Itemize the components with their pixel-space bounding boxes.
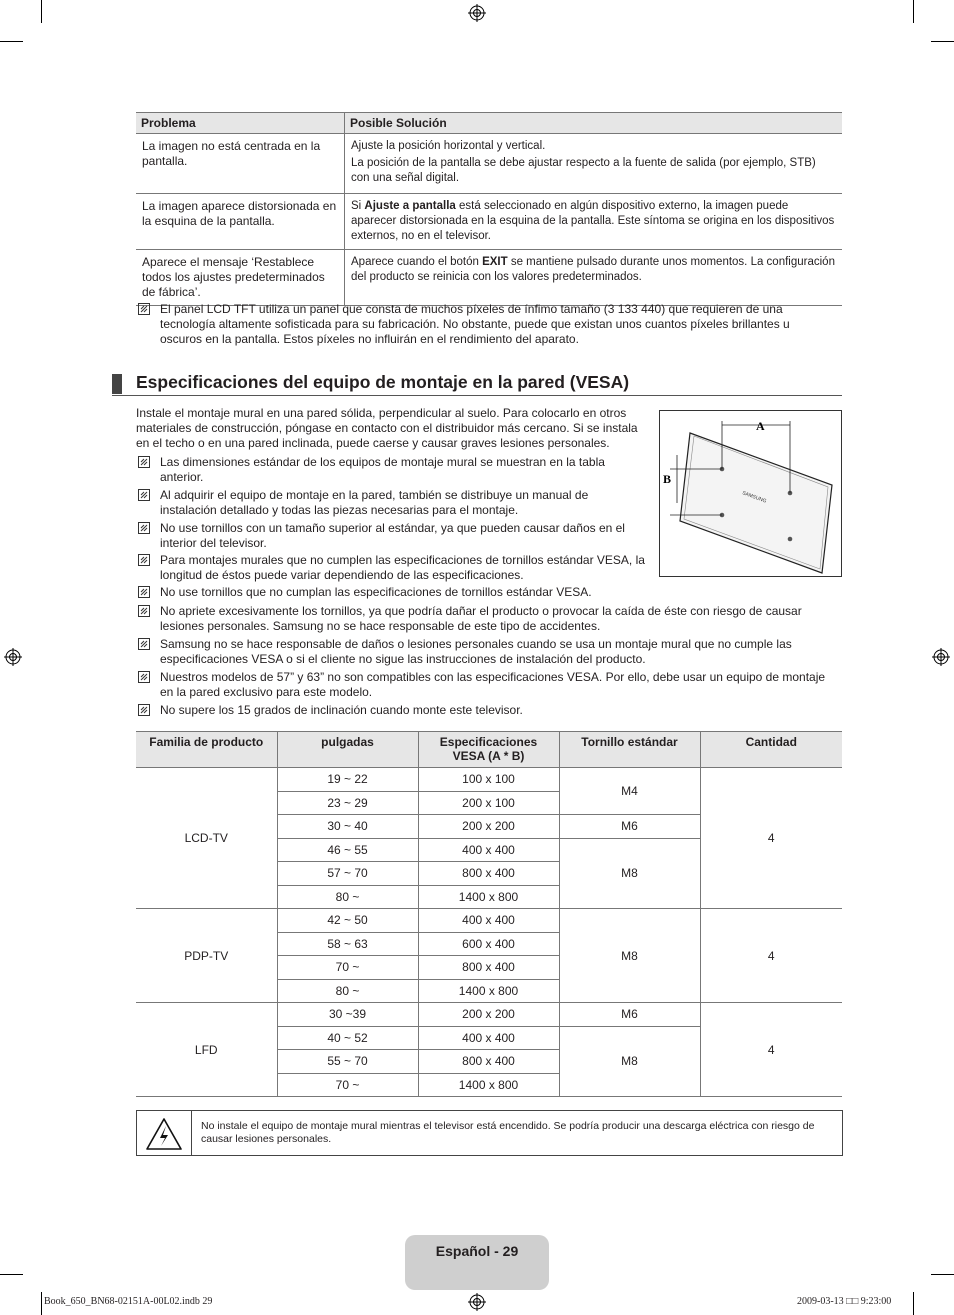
note-text: No supere los 15 grados de inclinación cuando monte este televisor.	[160, 703, 523, 717]
solution-line: Ajuste la posición horizontal y vertical.	[351, 140, 546, 152]
list-item	[138, 455, 638, 485]
column-header: Especificaciones VESA (A * B)	[418, 732, 559, 768]
electric-shock-warning-icon	[137, 1111, 191, 1155]
crop-mark	[913, 1292, 914, 1315]
note-icon	[138, 522, 150, 534]
table-row	[136, 1003, 842, 1027]
inches-cell: 30 ~39	[277, 1003, 418, 1027]
solution-text: Aparece cuando el botón	[351, 256, 483, 268]
crop-mark	[931, 1274, 954, 1275]
column-header: Posible Solución	[345, 113, 843, 134]
page-number: Español - 29	[435, 1243, 519, 1259]
family-cell: LCD-TV	[136, 768, 277, 909]
solution-bold-term: Ajuste a pantalla	[364, 200, 456, 212]
crop-mark	[0, 41, 23, 42]
note-icon	[138, 638, 150, 650]
problem-cell: La imagen no está centrada en la pantalla.	[136, 134, 345, 194]
warning-text: No instale el equipo de montaje mural mientras el televisor está encendido. Se podría producir una descarga eléctrica con riesgo de causar lesiones personales.	[201, 1120, 815, 1145]
note-text: Samsung no se hace responsable de daños o lesiones personales cuando se usa un montaje mural que no cumple las especificaciones VESA o si el cliente no sigue las instrucciones de instalación del producto.	[160, 637, 792, 666]
screw-cell: M8	[559, 909, 700, 1003]
table-row	[136, 194, 842, 250]
note-icon	[138, 704, 150, 716]
vesa-cell: 200 x 200	[418, 815, 559, 839]
registration-mark-icon	[468, 4, 486, 22]
tv-back-illustration	[660, 411, 841, 576]
inches-cell: 46 ~ 55	[277, 838, 418, 862]
crop-mark	[41, 0, 42, 23]
note-text: Las dimensiones estándar de los equipos de montaje mural se muestran en la tabla anterior.	[160, 455, 605, 484]
family-cell: LFD	[136, 1003, 277, 1097]
screw-cell: M8	[559, 838, 700, 909]
figure-label-a: A	[756, 419, 765, 433]
note-text: Al adquirir el equipo de montaje en la pared, también se distribuye un manual de instalación detallado y todas las piezas necesarias para el montaje.	[160, 488, 589, 517]
vesa-cell: 100 x 100	[418, 768, 559, 792]
note-text: No use tornillos con un tamaño superior al estándar, ya que pueden causar daños en el interior del televisor.	[160, 521, 625, 550]
section-title	[112, 370, 842, 396]
note-text: El panel LCD TFT utiliza un panel que consta de muchos píxeles de ínfimo tamaño (3 133 440) que requieren de una tecnología altamente sofisticada para su fabricación. No obstante, puede que existan unos cuantos píxeles brillantes u oscuros en la pantalla. Estos píxeles no influirán en el rendimiento del aparato.	[160, 302, 790, 346]
note-icon	[138, 605, 150, 617]
solution-cell	[345, 250, 843, 306]
vesa-cell: 400 x 400	[418, 909, 559, 933]
quantity-cell: 4	[700, 768, 842, 909]
list-item	[138, 553, 648, 583]
crop-mark	[0, 1274, 23, 1275]
table-row	[136, 909, 842, 933]
quantity-cell: 4	[700, 1003, 842, 1097]
screw-cell: M8	[559, 1026, 700, 1097]
inches-cell: 23 ~ 29	[277, 791, 418, 815]
note-icon	[138, 554, 150, 566]
lcd-note	[138, 302, 818, 347]
list-item	[138, 488, 638, 518]
solution-text: está seleccionado en algún dispositivo externo, la imagen puede aparecer distorsionada en la esquina de la pantalla. Este síntoma se origina en los dispositivos externos, no en el televisor.	[351, 200, 835, 242]
vesa-cell: 400 x 400	[418, 838, 559, 862]
vesa-cell: 1400 x 800	[418, 979, 559, 1003]
vesa-cell: 1400 x 800	[418, 1073, 559, 1097]
vesa-cell: 200 x 100	[418, 791, 559, 815]
vesa-cell: 800 x 400	[418, 1050, 559, 1074]
figure-brand-label: SAMSUNG	[741, 490, 768, 505]
list-item	[138, 585, 828, 600]
solution-bold-term: EXIT	[482, 256, 508, 268]
section-title-text: Especificaciones del equipo de montaje en la pared (VESA)	[136, 372, 630, 392]
registration-mark-icon	[468, 1293, 486, 1311]
table-row	[136, 134, 842, 194]
intro-paragraph: Instale el montaje mural en una pared sólida, perpendicular al suelo. Para colocarlo en otros materiales de construcción, póngase en contacto con el distribuidor más cercano. Si se instala en el techo o en una pared inclinada, puede caerse y causar graves lesiones personales.	[136, 406, 638, 450]
vesa-cell: 800 x 400	[418, 956, 559, 980]
registration-mark-icon	[932, 648, 950, 666]
column-header: Cantidad	[700, 732, 842, 768]
table-row	[136, 768, 842, 792]
warning-icon-box	[137, 1111, 192, 1155]
page-number-tab	[405, 1235, 549, 1290]
crop-mark	[931, 41, 954, 42]
vesa-cell: 800 x 400	[418, 862, 559, 886]
quantity-cell: 4	[700, 909, 842, 1003]
solution-cell	[345, 134, 843, 194]
problem-cell: La imagen aparece distorsionada en la esquina de la pantalla.	[136, 194, 345, 250]
inches-cell: 70 ~	[277, 956, 418, 980]
figure-label-b: B	[663, 472, 672, 486]
note-text: No apriete excesivamente los tornillos, ya que podría dañar el producto o provocar la caída de éste con riesgo de causar lesiones personales. Samsung no se hace responsable de este tipo de accidentes.	[160, 604, 802, 633]
crop-mark	[41, 1292, 42, 1315]
note-text: Para montajes murales que no cumplen las especificaciones de tornillos estándar VESA, la longitud de éstos puede variar dependiendo de las especificaciones.	[160, 553, 645, 582]
inches-cell: 55 ~ 70	[277, 1050, 418, 1074]
column-header: Problema	[136, 113, 345, 134]
crop-mark	[913, 0, 914, 23]
vesa-cell: 400 x 400	[418, 1026, 559, 1050]
solution-text: Si	[351, 200, 365, 212]
footer-file-info: Book_650_BN68-02151A-00L02.indb 29	[44, 1296, 213, 1307]
footer-timestamp: 2009-03-13 □□ 9:23:00	[797, 1296, 892, 1307]
vesa-cell: 200 x 200	[418, 1003, 559, 1027]
inches-cell: 40 ~ 52	[277, 1026, 418, 1050]
note-text: Nuestros modelos de 57” y 63” no son compatibles con las especificaciones VESA. Por ello, debe usar un equipo de montaje en la pared exclusivo para este modelo.	[160, 670, 826, 699]
title-bar-marker	[112, 374, 122, 394]
column-header: Familia de producto	[136, 732, 277, 768]
screw-cell: M6	[559, 815, 700, 839]
note-icon	[138, 303, 150, 315]
note-icon	[138, 671, 150, 683]
solution-line: La posición de la pantalla se debe ajustar respecto a la fuente de salida (por ejemplo, STB) con una señal digital.	[351, 157, 816, 184]
solution-cell	[345, 194, 843, 250]
inches-cell: 58 ~ 63	[277, 932, 418, 956]
vesa-cell: 600 x 400	[418, 932, 559, 956]
inches-cell: 42 ~ 50	[277, 909, 418, 933]
note-icon	[138, 456, 150, 468]
column-header: pulgadas	[277, 732, 418, 768]
family-cell: PDP-TV	[136, 909, 277, 1003]
list-item	[138, 637, 840, 667]
screw-cell: M6	[559, 1003, 700, 1027]
note-icon	[138, 489, 150, 501]
list-item	[138, 604, 840, 634]
troubleshooting-table	[136, 112, 842, 306]
vesa-cell: 1400 x 800	[418, 885, 559, 909]
table-header-row	[136, 732, 842, 768]
problem-cell: Aparece el mensaje ‘Restablece todos los ajustes predeterminados de fábrica’.	[136, 250, 345, 306]
registration-mark-icon	[4, 648, 22, 666]
inches-cell: 70 ~	[277, 1073, 418, 1097]
list-item	[138, 670, 840, 700]
warning-box	[136, 1110, 843, 1156]
inches-cell: 80 ~	[277, 885, 418, 909]
note-icon	[138, 586, 150, 598]
note-text: No use tornillos que no cumplan las especificaciones de tornillos estándar VESA.	[160, 585, 592, 599]
vesa-spec-table	[136, 731, 842, 1097]
inches-cell: 57 ~ 70	[277, 862, 418, 886]
solution-text: se mantiene pulsado durante unos momentos. La configuración del producto se reinicia con los valores predeterminados.	[351, 256, 835, 283]
wall-mount-figure	[659, 410, 842, 577]
list-item	[138, 521, 638, 551]
table-header-row	[136, 113, 842, 134]
inches-cell: 30 ~ 40	[277, 815, 418, 839]
table-row	[136, 250, 842, 306]
column-header: Tornillo estándar	[559, 732, 700, 768]
screw-cell: M4	[559, 768, 700, 815]
inches-cell: 80 ~	[277, 979, 418, 1003]
list-item	[138, 703, 840, 718]
inches-cell: 19 ~ 22	[277, 768, 418, 792]
